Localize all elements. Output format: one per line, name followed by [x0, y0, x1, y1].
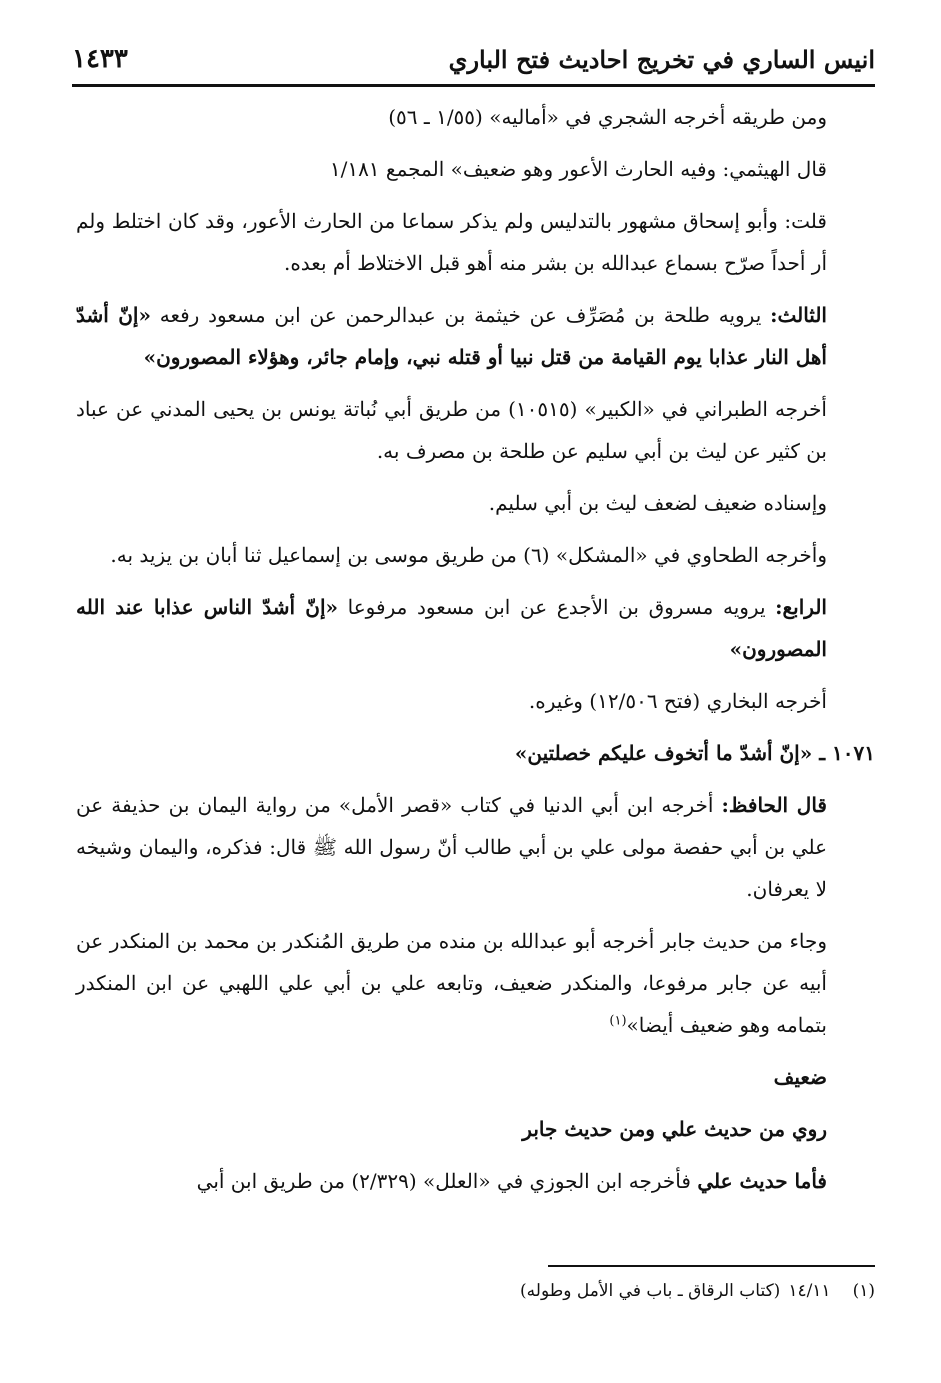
paragraph-fourth-narration: [76, 586, 875, 670]
paragraph-jabir: [76, 920, 875, 1046]
paragraph: أخرجه الطبراني في «الكبير» (١٠٥١٥) من طريق أبي نُباتة يونس بن يحيى المدني عن عباد بن كثير عن ليث بن أبي سليم عن طلحة بن مصرف به.: [76, 397, 827, 463]
footnote-reference: ١٤/١١: [788, 1281, 831, 1301]
header-rule: [72, 84, 875, 87]
running-header: [72, 36, 875, 82]
page-number: ١٤٣٣: [72, 44, 128, 74]
section-label: قال الحافظ:: [721, 793, 827, 817]
hadith-quote: «إنّ أشدّ أهل النار عذابا يوم القيامة من قتل نبيا أو قتله نبي، وإمام جائر، وهؤلاء المصورون»: [76, 303, 827, 369]
paragraph: ومن طريقه أخرجه الشجري في «أماليه» (١/٥٥ ـ ٥٦): [388, 105, 827, 129]
section-label: الثالث:: [770, 303, 827, 327]
paragraph: أخرجه البخاري (فتح ١٢/٥٠٦) وغيره.: [528, 689, 827, 713]
grading-label: ضعيف: [773, 1065, 827, 1089]
paragraph-ali: [76, 1160, 875, 1202]
paragraph: وأخرجه الطحاوي في «المشكل» (٦) من طريق موسى بن إسماعيل ثنا أبان بن يزيد به.: [110, 543, 827, 567]
hadith-quote: «إنّ أشدّ الناس عذابا عند الله المصورون»: [76, 595, 827, 661]
paragraph-text: فأخرجه ابن الجوزي في «العلل» (٢/٣٢٩) من طريق ابن أبي: [196, 1169, 698, 1193]
footnote-rule: [548, 1265, 875, 1267]
main-text: [76, 96, 875, 1212]
footnote-marker: (١): [609, 1013, 627, 1029]
section-label: الرابع:: [775, 595, 827, 619]
hadith-heading: ١٠٧١ ـ «إنّ أشدّ ما أتخوف عليكم خصلتين»: [514, 741, 875, 765]
subheading: روي من حديث علي ومن حديث جابر: [522, 1117, 827, 1141]
paragraph-text: يرويه طلحة بن مُصَرِّف عن خيثمة بن عبدالرحمن عن ابن مسعود رفعه: [150, 303, 771, 327]
footnote: [76, 1276, 875, 1306]
paragraph-text: أخرجه ابن أبي الدنيا في كتاب «قصر الأمل» من رواية اليمان بن حذيفة عن علي بن أبي حفصة مولى علي بن أبي طالب أنّ رسول الله ﷺ قال: فذكره، واليمان وشيخه لا يعرفان.: [76, 793, 827, 901]
paragraph-hafiz: [76, 784, 875, 910]
paragraph-text: وجاء من حديث جابر أخرجه أبو عبدالله بن منده من طريق المُنكدر بن محمد بن المنكدر عن أبيه عن جابر مرفوعا، والمنكدر ضعيف، وتابعه علي بن أبي علي اللهبي عن ابن المنكدر بتمامه وهو ضعيف أيضا»: [76, 929, 827, 1037]
paragraph-text: يرويه مسروق بن الأجدع عن ابن مسعود مرفوعا: [338, 595, 776, 619]
paragraph: وإسناده ضعيف لضعف ليث بن أبي سليم.: [488, 491, 827, 515]
paragraph-third-narration: [76, 294, 875, 378]
paragraph: قال الهيثمي: وفيه الحارث الأعور وهو ضعيف» المجمع ١/١٨١: [329, 157, 827, 181]
section-label: فأما حديث علي: [697, 1169, 827, 1193]
footnote-text: (كتاب الرقاق ـ باب في الأمل وطوله): [520, 1281, 781, 1301]
paragraph: قلت: وأبو إسحاق مشهور بالتدليس ولم يذكر سماعا من الحارث الأعور، وقد كان اختلط ولم أر أحداً صرّح بسماع عبدالله بن بشر منه أهو قبل الاختلاط أم بعده.: [76, 209, 827, 275]
book-title: انيس الساري في تخريج احاديث فتح الباري: [448, 44, 875, 74]
footnote-number: (١): [852, 1281, 875, 1301]
